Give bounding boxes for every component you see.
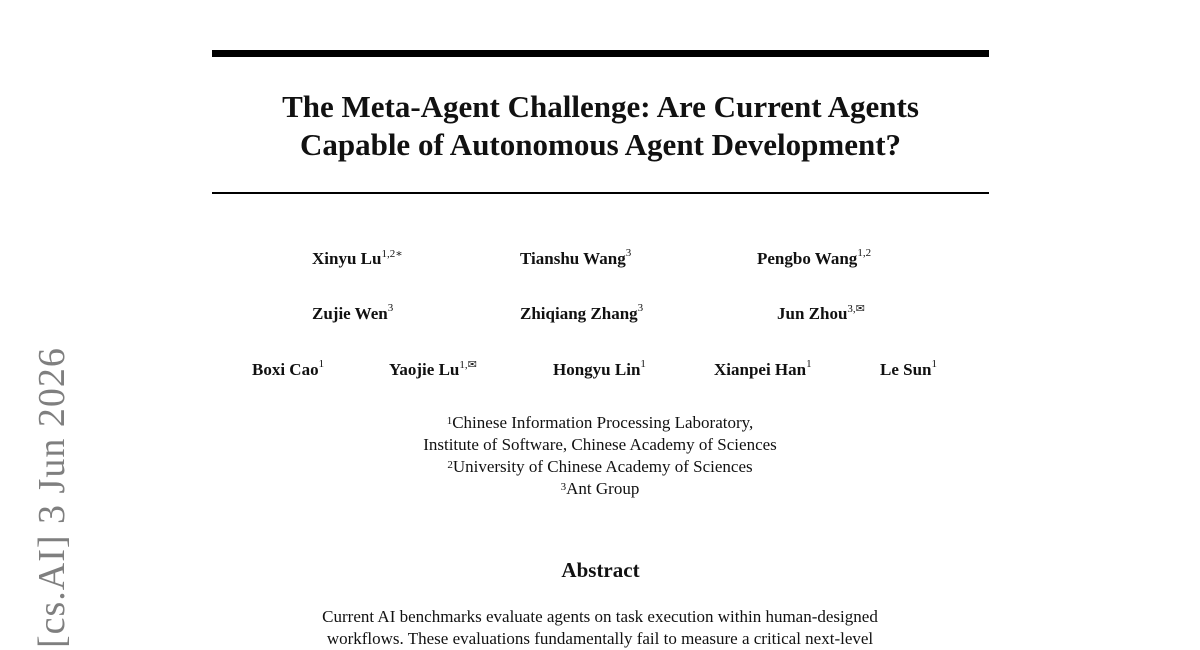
author-name: Jun Zhou <box>777 304 848 323</box>
title-line-2: Capable of Autonomous Agent Development? <box>299 127 902 162</box>
author-jun-zhou <box>777 304 865 324</box>
author-affiliation-mark: 1,2 <box>857 247 872 259</box>
affiliation-3-mark: 3 <box>560 481 567 493</box>
author-name: Zujie Wen <box>312 304 388 323</box>
author-affiliation-mark: 3,✉ <box>847 303 865 315</box>
author-name: Tianshu Wang <box>520 249 626 268</box>
title-top-rule <box>212 50 989 57</box>
affiliation-1-line-2: Institute of Software, Chinese Academy of Sciences <box>423 435 777 454</box>
author-yaojie-lu <box>389 360 477 380</box>
author-affiliation-mark: 1 <box>931 358 937 370</box>
title-bottom-rule <box>212 192 989 194</box>
affiliation-3 <box>300 478 900 500</box>
affiliation-1-line-1 <box>300 412 900 434</box>
affiliation-1-mark: 1 <box>446 415 453 427</box>
author-affiliation-mark: 1 <box>640 358 646 370</box>
abstract-line-2: workflows. These evaluations fundamentally fail to measure a critical next-level <box>326 629 874 648</box>
author-affiliation-mark: 1 <box>318 358 325 370</box>
author-name: Boxi Cao <box>252 360 319 379</box>
author-name: Yaojie Lu <box>389 360 460 379</box>
affiliation-1-text: Chinese Information Processing Laboratory, <box>452 413 754 432</box>
author-affiliation-mark: 1,2∗ <box>381 248 403 260</box>
abstract-line-1: Current AI benchmarks evaluate agents on task execution within human-designed <box>322 607 878 626</box>
abstract-heading: Abstract <box>561 558 640 582</box>
affiliation-2 <box>300 456 900 478</box>
author-name: Pengbo Wang <box>757 249 858 268</box>
abstract-text <box>270 606 930 650</box>
author-affiliation-mark: 1 <box>806 358 812 370</box>
author-affiliation-mark: 3 <box>387 302 394 314</box>
author-zujie-wen <box>312 304 393 324</box>
arxiv-identifier-stamp: [cs.AI] 3 Jun 2026 <box>31 347 73 648</box>
paper-title <box>212 88 989 164</box>
author-le-sun <box>880 360 937 380</box>
author-affiliation-mark: 3 <box>637 302 644 314</box>
author-hongyu-lin <box>553 360 646 380</box>
author-tianshu-wang <box>520 249 631 269</box>
affiliation-2-mark: 2 <box>447 459 453 471</box>
author-pengbo-wang <box>757 249 871 269</box>
affiliations-block <box>300 412 900 500</box>
affiliation-3-text: Ant Group <box>566 479 640 498</box>
author-name: Xianpei Han <box>714 360 807 379</box>
author-name: Hongyu Lin <box>553 360 641 379</box>
author-name: Zhiqiang Zhang <box>520 304 638 323</box>
author-boxi-cao <box>252 360 324 380</box>
author-name: Xinyu Lu <box>312 249 382 268</box>
author-affiliation-mark: 3 <box>625 247 632 259</box>
author-xianpei-han <box>714 360 812 380</box>
author-xinyu-lu <box>312 249 403 269</box>
title-line-1: The Meta-Agent Challenge: Are Current Agents <box>282 89 919 124</box>
affiliation-2-text: University of Chinese Academy of Sciences <box>452 457 753 476</box>
author-affiliation-mark: 1,✉ <box>459 359 477 371</box>
author-zhiqiang-zhang <box>520 304 643 324</box>
author-name: Le Sun <box>880 360 932 379</box>
